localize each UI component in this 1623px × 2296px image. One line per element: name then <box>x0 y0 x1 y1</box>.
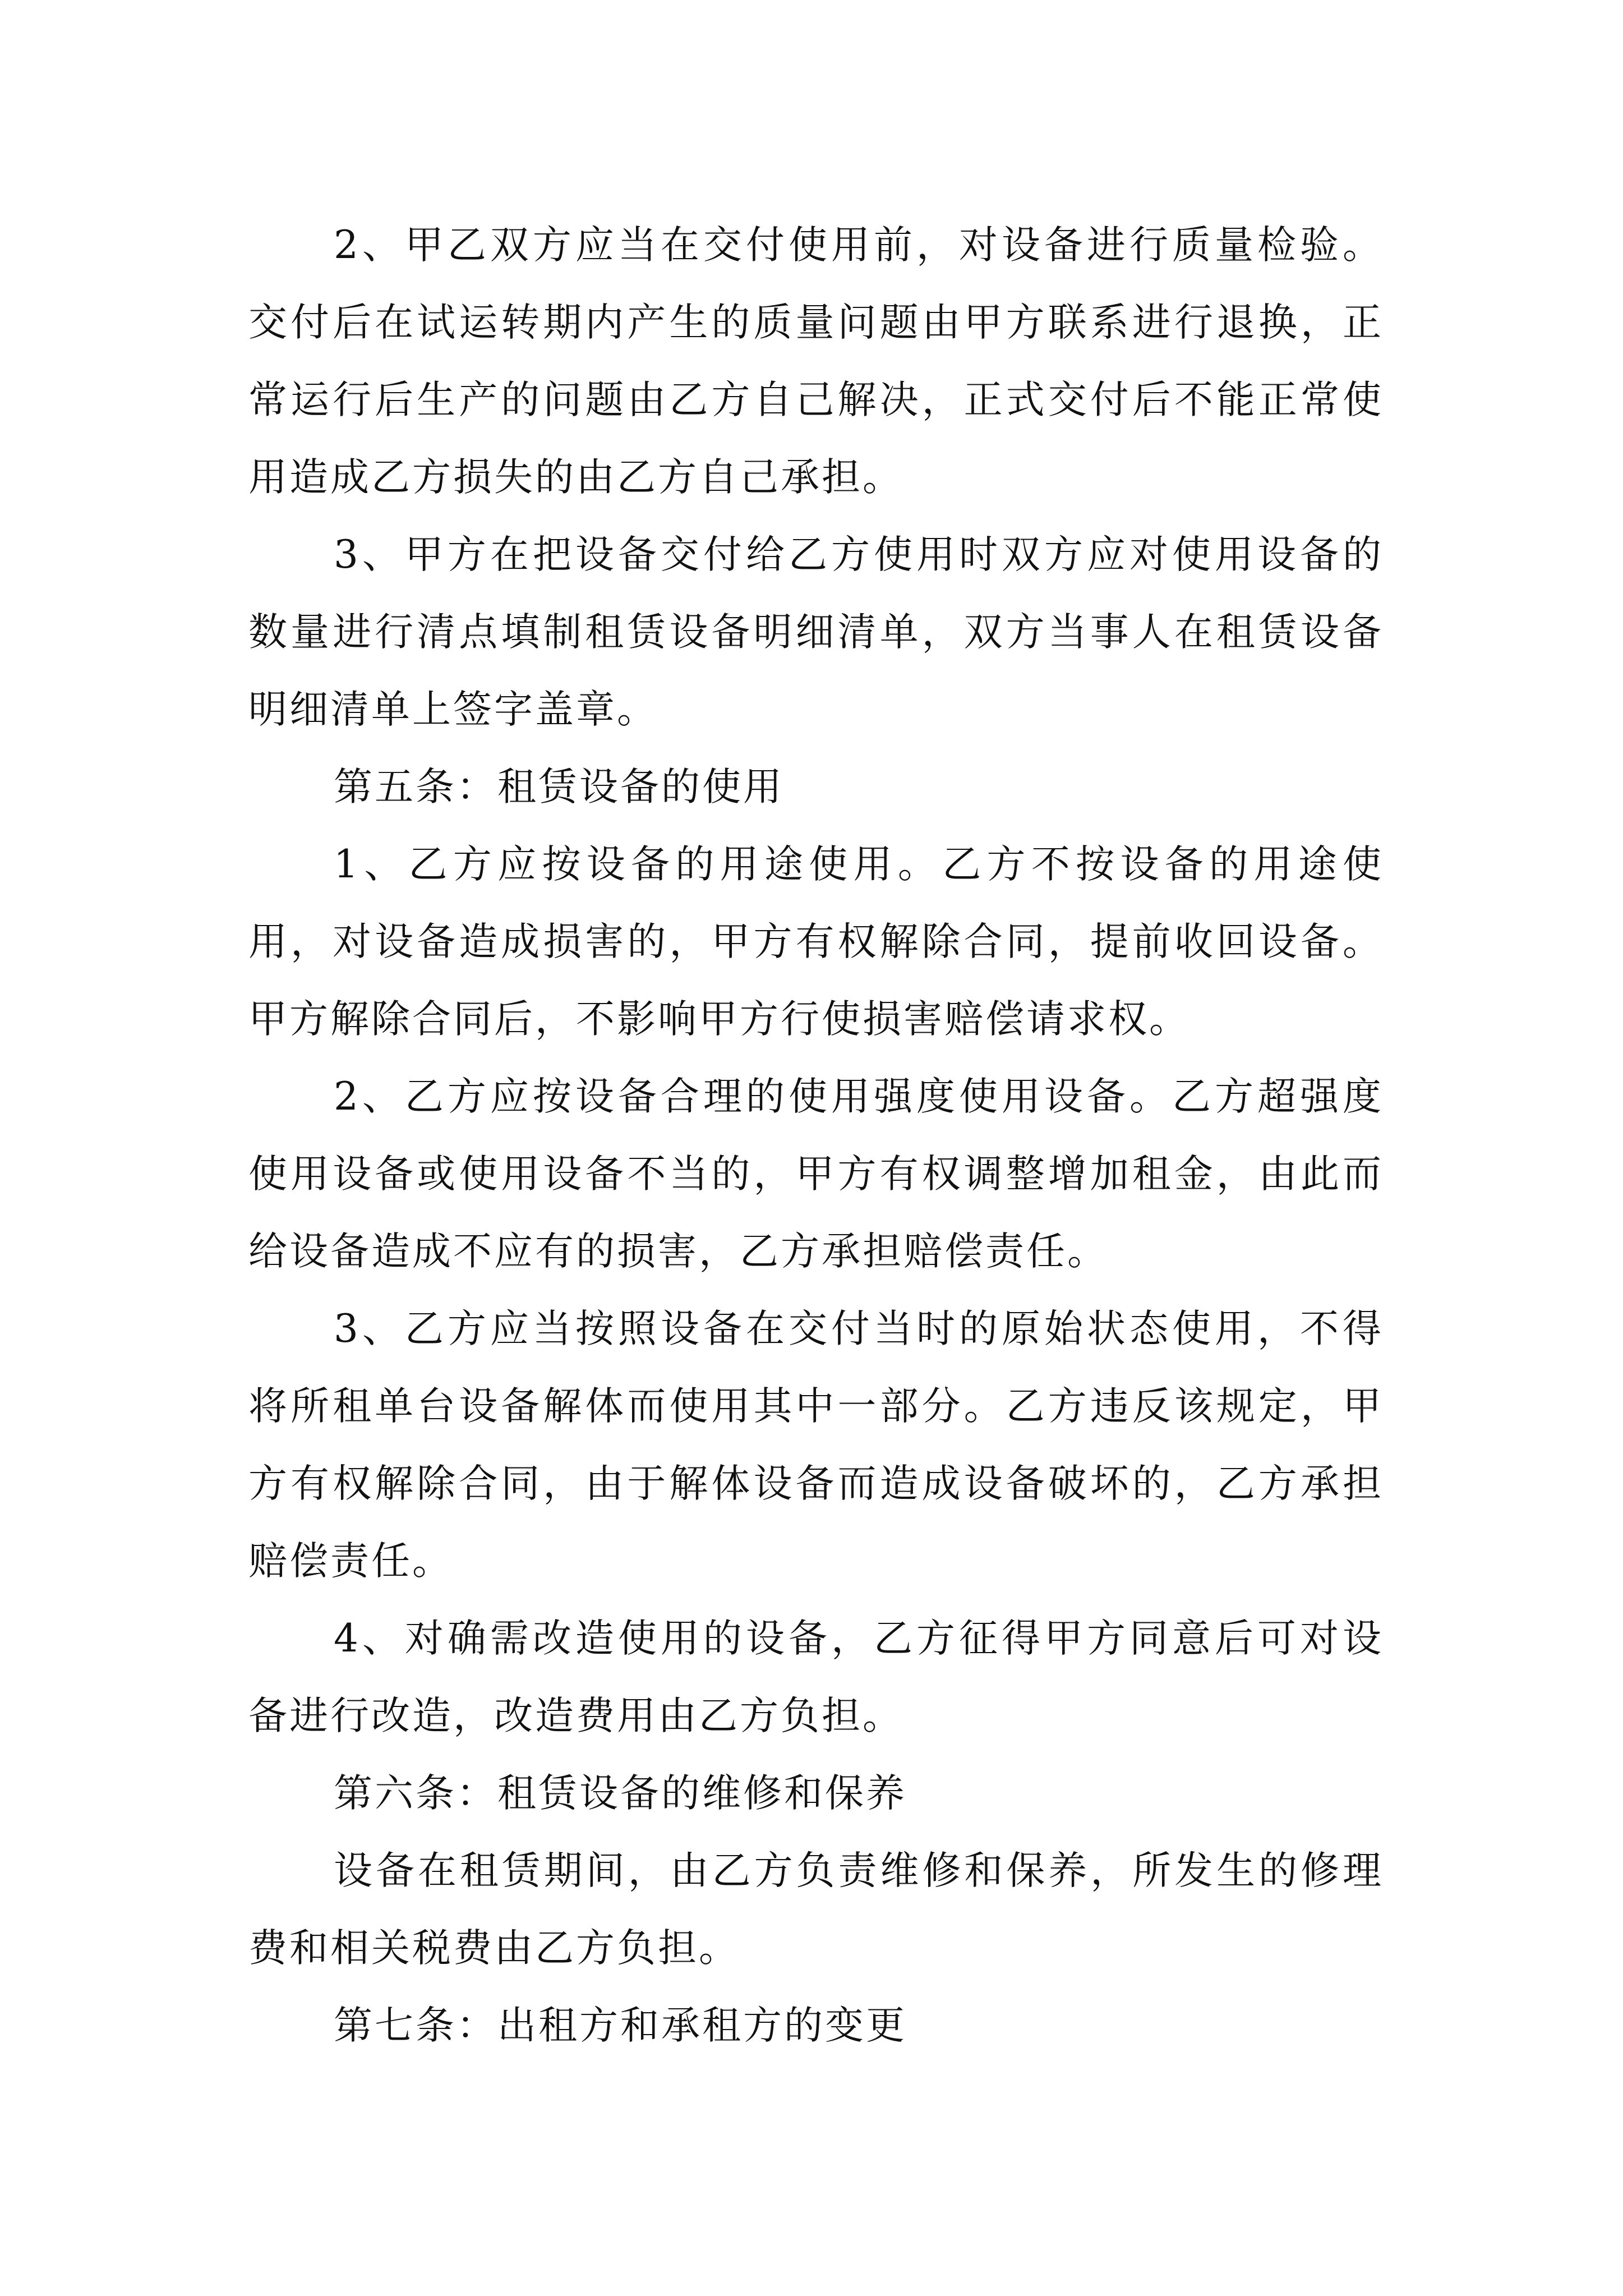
paragraph-modification: 4、对确需改造使用的设备，乙方征得甲方同意后可对设备进行改造，改造费用由乙方负担。 <box>248 1616 1384 1738</box>
paragraph-usage-intensity: 2、乙方应按设备合理的使用强度使用设备。乙方超强度使用设备或使用设备不当的，甲方有权调整增加租金，由此而给设备造成不应有的损害，乙方承担赔偿责任。 <box>248 1074 1384 1274</box>
paragraph-original-state: 3、乙方应当按照设备在交付当时的原始状态使用，不得将所租单台设备解体而使用其中一部分。乙方违反该规定，甲方有权解除合同，由于解体设备而造成设备破坏的，乙方承担赔偿责任。 <box>248 1306 1384 1584</box>
paragraph-usage-purpose: 1、乙方应按设备的用途使用。乙方不按设备的用途使用，对设备造成损害的，甲方有权解除合同，提前收回设备。甲方解除合同后，不影响甲方行使损害赔偿请求权。 <box>248 842 1384 1042</box>
article-5-heading: 第五条：租赁设备的使用 <box>334 765 784 809</box>
paragraph-maintenance: 设备在租赁期间，由乙方负责维修和保养，所发生的修理费和相关税费由乙方负担。 <box>248 1848 1384 1971</box>
article-6-heading: 第六条：租赁设备的维修和保养 <box>334 1771 907 1816</box>
document-body <box>248 206 1384 2064</box>
paragraph-quality-inspection: 2、甲乙双方应当在交付使用前，对设备进行质量检验。交付后在试运转期内产生的质量问题由甲方联系进行退换，正常运行后生产的问题由乙方自己解决，正式交付后不能正常使用造成乙方损失的由乙方自己承担。 <box>248 223 1384 500</box>
paragraph-equipment-inventory: 3、甲方在把设备交付给乙方使用时双方应对使用设备的数量进行清点填制租赁设备明细清单，双方当事人在租赁设备明细清单上签字盖章。 <box>248 532 1384 732</box>
article-7-heading: 第七条：出租方和承租方的变更 <box>334 2003 907 2048</box>
